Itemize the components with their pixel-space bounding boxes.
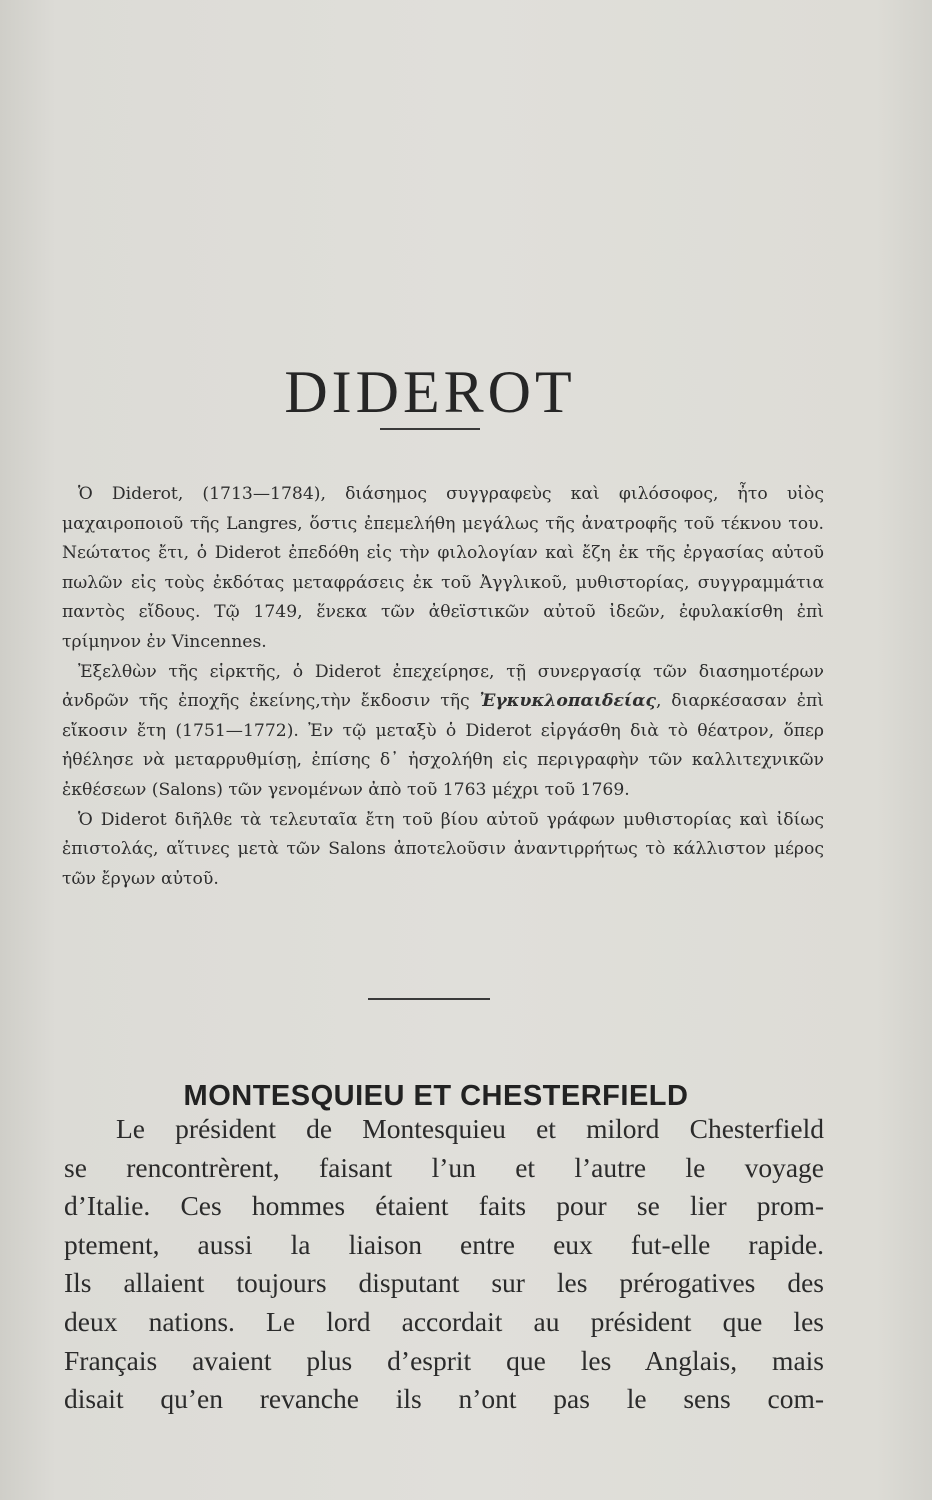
diderot-title: DIDEROT <box>284 359 576 426</box>
text-line: d’Italie. Ces hommes étaient faits pour se lier prom- <box>64 1190 824 1222</box>
diderot-paragraph-2-start: Ἐξελθὼν τῆς εἱρκτῆς, ὁ Diderot ἐπεχείρησε, τῇ συνεργασίᾳ τῶν διασημοτέρων ἀνδρῶν τῆς ἐποχῆς ἐκείνης,τὴν ἔκδοσιν τῆς <box>62 661 824 712</box>
diderot-paragraph-2-rest: , διαρκέσασαν ἐπὶ εἴκοσιν ἔτη (1751—1772). Ἐν τῷ μεταξὺ ὁ Diderot εἰργάσθη διὰ τὸ θέατρον, ὅπερ ἠθέλησε νὰ μεταρρυθμίσῃ, ἐπίσης δ᾽ ἠσχολήθη εἰς περιγραφὴν τῶν καλλιτεχνικῶν ἐκθέσεων (Salons) τῶν γενομένων ἀπὸ τοῦ 1763 μέχρι τοῦ 1769. <box>62 691 824 800</box>
diderot-paragraph-3: Ὁ Diderot διῆλθε τὰ τελευταῖα ἔτη τοῦ βίου αὐτοῦ γράφων μυθιστορίας καὶ ἰδίως ἐπιστολάς, αἵτινες μετὰ τῶν Salons ἀποτελοῦσιν ἀναντιρρήτως τὸ κάλλιστον μέρος τῶν ἔργων αὐτοῦ. <box>62 809 824 889</box>
title-divider <box>380 428 480 430</box>
section-divider <box>368 998 490 1000</box>
text-line: Ils allaient toujours disputant sur les prérogatives des <box>64 1267 824 1299</box>
montesquieu-title: MONTESQUIEU ET CHESTERFIELD <box>183 1080 689 1113</box>
encyclopedia-word: Ἐγκυκλοπαιδείας <box>479 691 656 712</box>
text-line: Le président de Montesquieu et milord Chesterfield <box>116 1113 824 1144</box>
text-line: ptement, aussi la liaison entre eux fut-elle rapide. <box>64 1228 824 1260</box>
text-line: deux nations. Le lord accordait au président que les <box>64 1305 824 1337</box>
montesquieu-text <box>64 1110 824 1419</box>
diderot-paragraph-1: Ὁ Diderot, (1713—1784), διάσημος συγγραφεὺς καὶ φιλόσοφος, ἦτο υἱὸς μαχαιροποιοῦ τῆς Langres, ὅστις ἐπεμελήθη μεγάλως τῆς ἀνατροφῆς τοῦ τέκνου του. Νεώτατος ἔτι, ὁ Diderot ἐπεδόθη εἰς τὴν φιλολογίαν καὶ ἔζη ἐκ τῆς ἐργασίας αὐτοῦ πωλῶν εἰς τοὺς ἐκδότας μεταφράσεις ἐκ τοῦ Ἀγγλικοῦ, μυθιστορίας, συγγραμμάτια παντὸς εἴδους. Τῷ 1749, ἕνεκα τῶν ἀθεϊστικῶν αὐτοῦ ἰδεῶν, ἐφυλακίσθη ἐπὶ τρίμηνον ἐν Vincennes. <box>62 484 824 652</box>
diderot-paragraph-2 <box>62 658 824 806</box>
text-line: disait qu’en revanche ils n’ont pas le sens com- <box>64 1383 824 1415</box>
text-line: se rencontrèrent, faisant l’un et l’autre le voyage <box>64 1151 824 1183</box>
diderot-text <box>62 480 824 894</box>
text-line: Français avaient plus d’esprit que les Anglais, mais <box>64 1344 824 1376</box>
